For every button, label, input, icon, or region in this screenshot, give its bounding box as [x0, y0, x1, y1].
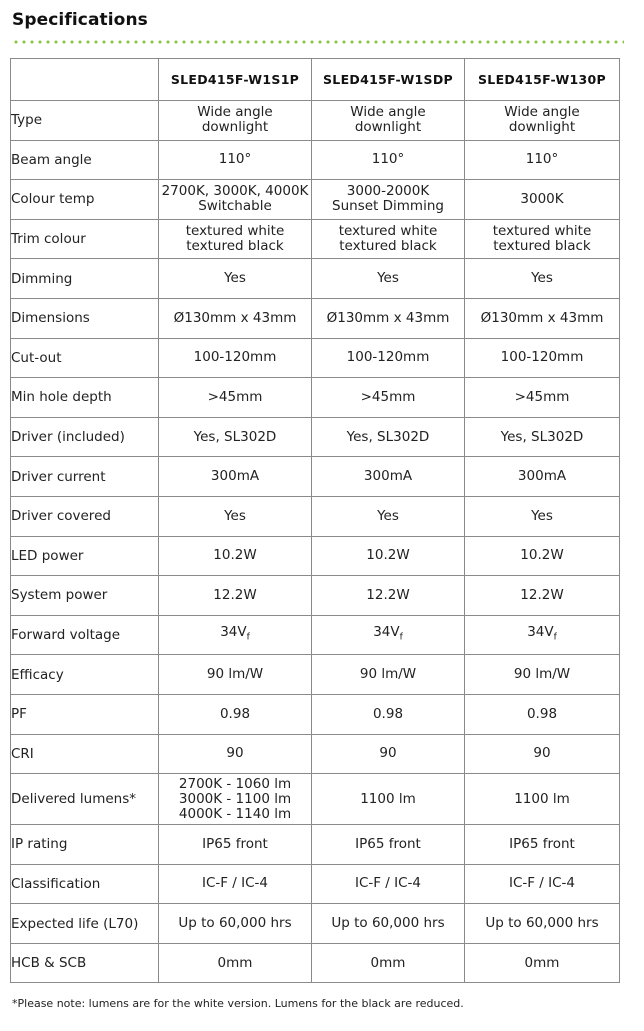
row-label: Driver current	[11, 457, 159, 497]
row-label: CRI	[11, 734, 159, 774]
cell-value: Yes	[312, 259, 465, 299]
column-header: SLED415F-W1SDP	[312, 59, 465, 101]
table-row	[11, 338, 620, 378]
table-row	[11, 496, 620, 536]
value-main: 34V	[373, 623, 400, 640]
value-main: 34V	[527, 623, 554, 640]
row-label: PF	[11, 694, 159, 734]
cell-value: Yes, SL302D	[312, 417, 465, 457]
cell-value: 0.98	[465, 694, 620, 734]
cell-value: 10.2W	[465, 536, 620, 576]
value-main: 34V	[220, 623, 247, 640]
value-subscript: f	[246, 632, 250, 643]
cell-value: Yes, SL302D	[159, 417, 312, 457]
table-row	[11, 101, 620, 141]
table-row	[11, 219, 620, 259]
cell-value: Up to 60,000 hrs	[465, 904, 620, 944]
cell-value	[159, 615, 312, 655]
row-label: HCB & SCB	[11, 943, 159, 983]
table-row	[11, 904, 620, 944]
cell-value: textured white textured black	[312, 219, 465, 259]
table-row	[11, 615, 620, 655]
cell-value: Wide angle downlight	[312, 101, 465, 141]
cell-value: 100-120mm	[159, 338, 312, 378]
cell-value: 2700K, 3000K, 4000K Switchable	[159, 180, 312, 220]
row-label: Trim colour	[11, 219, 159, 259]
row-label: Expected life (L70)	[11, 904, 159, 944]
cell-value: Up to 60,000 hrs	[159, 904, 312, 944]
cell-value: 10.2W	[312, 536, 465, 576]
table-row	[11, 259, 620, 299]
cell-value: 12.2W	[312, 576, 465, 616]
cell-value: 100-120mm	[312, 338, 465, 378]
column-header: SLED415F-W130P	[465, 59, 620, 101]
table-row	[11, 694, 620, 734]
spec-table-body	[11, 101, 620, 983]
page-title: Specifications	[12, 10, 148, 30]
table-row	[11, 655, 620, 695]
cell-value	[465, 615, 620, 655]
row-label: LED power	[11, 536, 159, 576]
cell-value: 1100 lm	[312, 774, 465, 825]
cell-value: >45mm	[312, 378, 465, 418]
cell-value: Yes	[159, 496, 312, 536]
cell-value: 90	[312, 734, 465, 774]
table-row	[11, 576, 620, 616]
cell-value: Yes	[465, 259, 620, 299]
row-label: Cut-out	[11, 338, 159, 378]
cell-value: Wide angle downlight	[159, 101, 312, 141]
cell-value: 0mm	[159, 943, 312, 983]
row-label: Driver (included)	[11, 417, 159, 457]
table-row	[11, 417, 620, 457]
cell-value: 0.98	[312, 694, 465, 734]
cell-value	[312, 615, 465, 655]
row-label: IP rating	[11, 825, 159, 865]
value-subscript: f	[399, 632, 403, 643]
row-label: Driver covered	[11, 496, 159, 536]
table-row	[11, 457, 620, 497]
header-row	[11, 59, 620, 101]
row-label: Efficacy	[11, 655, 159, 695]
row-label: Min hole depth	[11, 378, 159, 418]
row-label: Dimensions	[11, 298, 159, 338]
table-row	[11, 536, 620, 576]
table-row	[11, 298, 620, 338]
cell-value: 3000-2000K Sunset Dimming	[312, 180, 465, 220]
column-header: SLED415F-W1S1P	[159, 59, 312, 101]
cell-value: Yes	[312, 496, 465, 536]
cell-value: 110°	[159, 140, 312, 180]
table-row	[11, 140, 620, 180]
cell-value: 90	[465, 734, 620, 774]
cell-value: 0mm	[312, 943, 465, 983]
cell-value: IP65 front	[159, 825, 312, 865]
table-row	[11, 825, 620, 865]
row-label: Forward voltage	[11, 615, 159, 655]
cell-value: 110°	[312, 140, 465, 180]
cell-value: IP65 front	[312, 825, 465, 865]
cell-value: textured white textured black	[465, 219, 620, 259]
row-label: Type	[11, 101, 159, 141]
row-label: Colour temp	[11, 180, 159, 220]
value-subscript: f	[553, 632, 557, 643]
cell-value: 90 lm/W	[312, 655, 465, 695]
table-row	[11, 734, 620, 774]
row-label: Beam angle	[11, 140, 159, 180]
cell-value: Ø130mm x 43mm	[159, 298, 312, 338]
cell-value: 12.2W	[465, 576, 620, 616]
cell-value: 1100 lm	[465, 774, 620, 825]
table-row	[11, 943, 620, 983]
cell-value: IC-F / IC-4	[465, 864, 620, 904]
cell-value: 12.2W	[159, 576, 312, 616]
dotted-divider	[12, 40, 624, 44]
cell-value: 90	[159, 734, 312, 774]
row-label: Delivered lumens*	[11, 774, 159, 825]
cell-value: 10.2W	[159, 536, 312, 576]
cell-value: 90 lm/W	[159, 655, 312, 695]
cell-value: IC-F / IC-4	[159, 864, 312, 904]
cell-value: 100-120mm	[465, 338, 620, 378]
cell-value: 300mA	[159, 457, 312, 497]
cell-value: IC-F / IC-4	[312, 864, 465, 904]
cell-value: IP65 front	[465, 825, 620, 865]
footnote: *Please note: lumens are for the white version. Lumens for the black are reduced.	[12, 997, 464, 1010]
spec-table	[10, 58, 620, 983]
table-row	[11, 180, 620, 220]
cell-value: 110°	[465, 140, 620, 180]
table-row	[11, 774, 620, 825]
cell-value: 0.98	[159, 694, 312, 734]
cell-value: >45mm	[465, 378, 620, 418]
cell-value: 2700K - 1060 lm 3000K - 1100 lm 4000K - 1140 lm	[159, 774, 312, 825]
row-label: Classification	[11, 864, 159, 904]
header-blank	[11, 59, 159, 101]
cell-value: Yes, SL302D	[465, 417, 620, 457]
cell-value: textured white textured black	[159, 219, 312, 259]
cell-value: Up to 60,000 hrs	[312, 904, 465, 944]
cell-value: 90 lm/W	[465, 655, 620, 695]
row-label: Dimming	[11, 259, 159, 299]
cell-value: >45mm	[159, 378, 312, 418]
cell-value: 0mm	[465, 943, 620, 983]
cell-value: Ø130mm x 43mm	[312, 298, 465, 338]
cell-value: Wide angle downlight	[465, 101, 620, 141]
table-row	[11, 378, 620, 418]
cell-value: Ø130mm x 43mm	[465, 298, 620, 338]
cell-value: Yes	[465, 496, 620, 536]
cell-value: Yes	[159, 259, 312, 299]
cell-value: 300mA	[465, 457, 620, 497]
table-row	[11, 864, 620, 904]
cell-value: 3000K	[465, 180, 620, 220]
cell-value: 300mA	[312, 457, 465, 497]
row-label: System power	[11, 576, 159, 616]
